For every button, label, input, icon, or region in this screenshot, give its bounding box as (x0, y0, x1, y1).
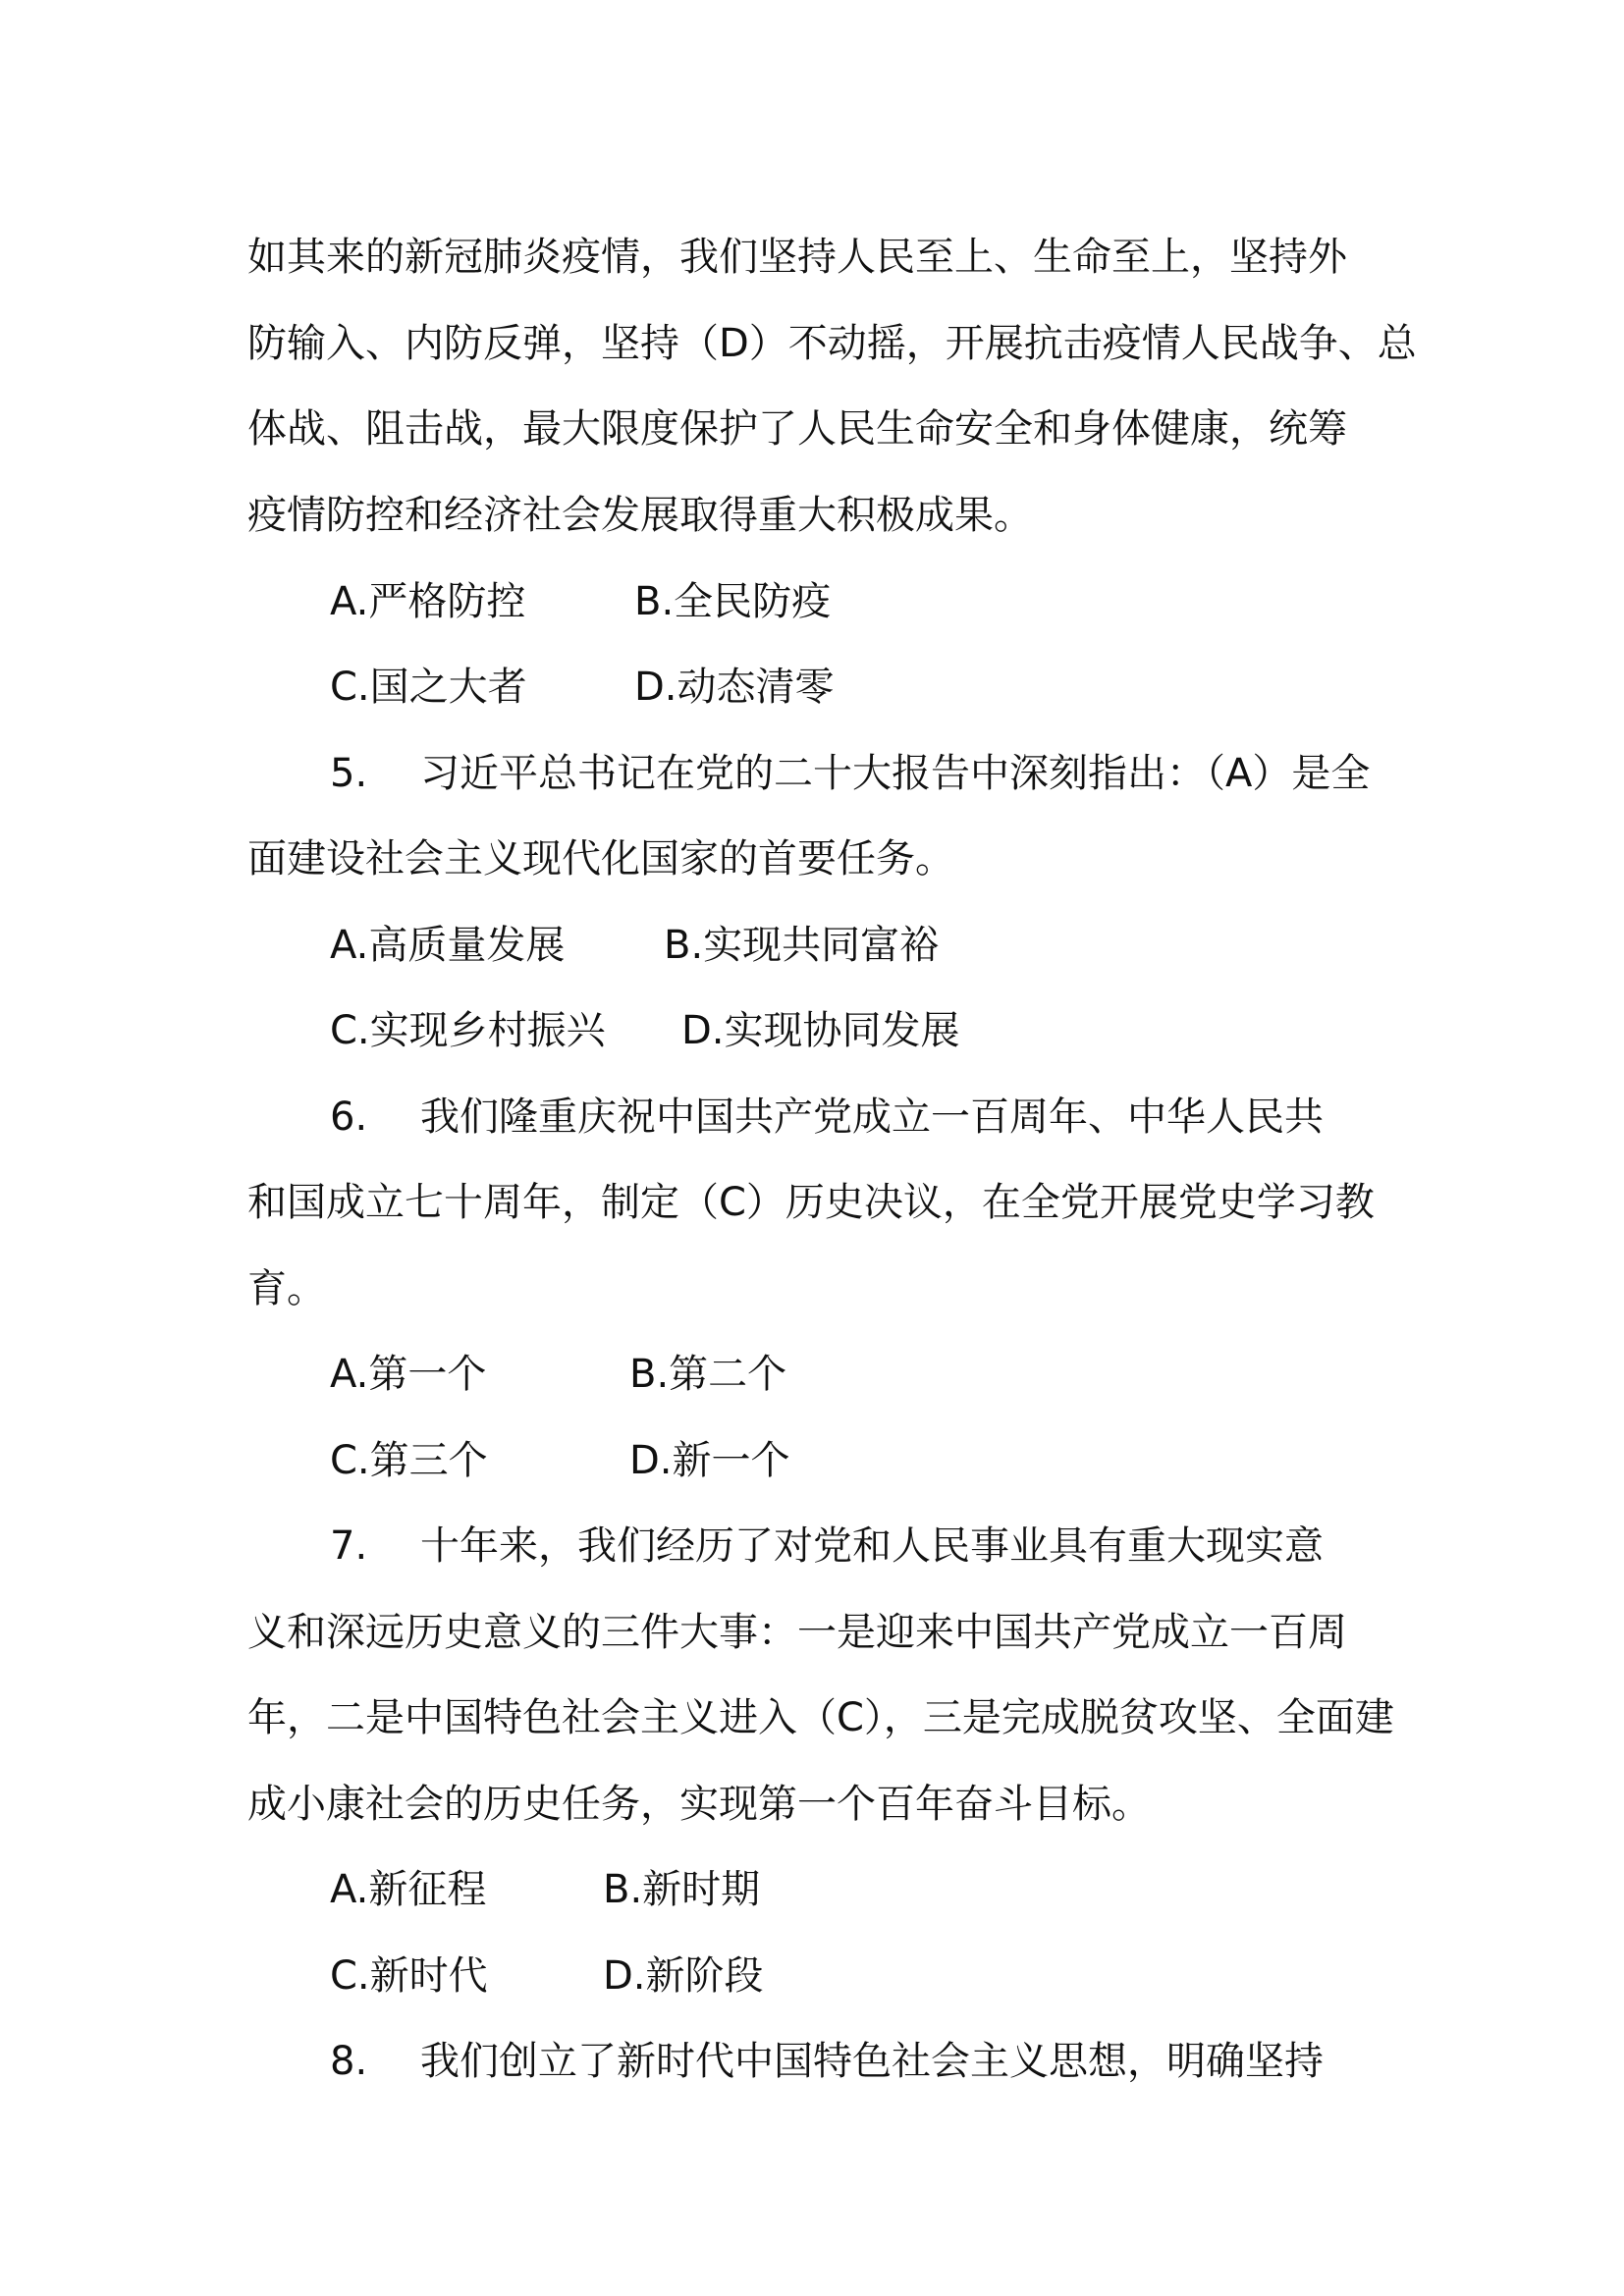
option-a: A.高质量发展 (330, 923, 566, 968)
question-number: 5. (330, 751, 368, 796)
question-line (330, 1517, 1477, 1575)
option-b: B.新时期 (603, 1867, 761, 1912)
paragraph-line: 防输入、内防反弹，坚持（D）不动摇，开展抗击疫情人民战争、总 (247, 321, 1417, 366)
paragraph-line: 面建设社会主义现代化国家的首要任务。 (247, 836, 954, 881)
option-b: B.全民防疫 (634, 579, 832, 624)
paragraph-line: 疫情防控和经济社会发展取得重大积极成果。 (247, 493, 1033, 538)
option-row (330, 658, 1477, 717)
option-d: D.新一个 (629, 1438, 790, 1483)
option-c: C.第三个 (330, 1438, 488, 1483)
question-line (330, 1088, 1477, 1147)
option-c: C.新时代 (330, 1953, 488, 1999)
paragraph-line: 育。 (247, 1266, 326, 1311)
option-a: A.严格防控 (330, 579, 526, 624)
paragraph-line: 年，二是中国特色社会主义进入（C），三是完成脱贫攻坚、全面建 (247, 1695, 1394, 1740)
option-c: C.国之大者 (330, 665, 527, 710)
option-row (330, 1860, 1477, 1919)
option-b: B.实现共同富裕 (664, 923, 940, 968)
option-d: D.新阶段 (603, 1953, 764, 1999)
question-line (330, 744, 1477, 803)
option-a: A.新征程 (330, 1867, 487, 1912)
option-d: D.实现协同发展 (681, 1008, 960, 1053)
question-line (330, 2032, 1477, 2091)
paragraph-line: 义和深远历史意义的三件大事：一是迎来中国共产党成立一百周 (247, 1610, 1347, 1655)
paragraph-line: 如其来的新冠肺炎疫情，我们坚持人民至上、生命至上，坚持外 (247, 235, 1347, 280)
paragraph-line: 和国成立七十周年，制定（C）历史决议，在全党开展党史学习教 (247, 1180, 1375, 1225)
question-number: 6. (330, 1095, 368, 1140)
option-row (330, 1431, 1477, 1490)
paragraph-line: 成小康社会的历史任务，实现第一个百年奋斗目标。 (247, 1782, 1151, 1827)
option-b: B.第二个 (629, 1352, 787, 1397)
option-a: A.第一个 (330, 1352, 487, 1397)
option-row (330, 916, 1477, 975)
option-row (330, 1001, 1477, 1060)
option-d: D.动态清零 (634, 665, 835, 710)
option-c: C.实现乡村振兴 (330, 1008, 606, 1053)
question-number: 8. (330, 2039, 368, 2084)
option-row (330, 572, 1477, 631)
option-row (330, 1947, 1477, 2005)
question-text: 我们隆重庆祝中国共产党成立一百周年、中华人民共 (420, 1095, 1324, 1140)
question-text: 十年来，我们经历了对党和人民事业具有重大现实意 (420, 1523, 1324, 1569)
option-row (330, 1345, 1477, 1404)
paragraph-line: 体战、阻击战，最大限度保护了人民生命安全和身体健康，统筹 (247, 406, 1347, 452)
question-text: 我们创立了新时代中国特色社会主义思想，明确坚持 (420, 2039, 1324, 2084)
question-text: 习近平总书记在党的二十大报告中深刻指出：（A）是全 (420, 751, 1371, 796)
question-number: 7. (330, 1523, 368, 1569)
